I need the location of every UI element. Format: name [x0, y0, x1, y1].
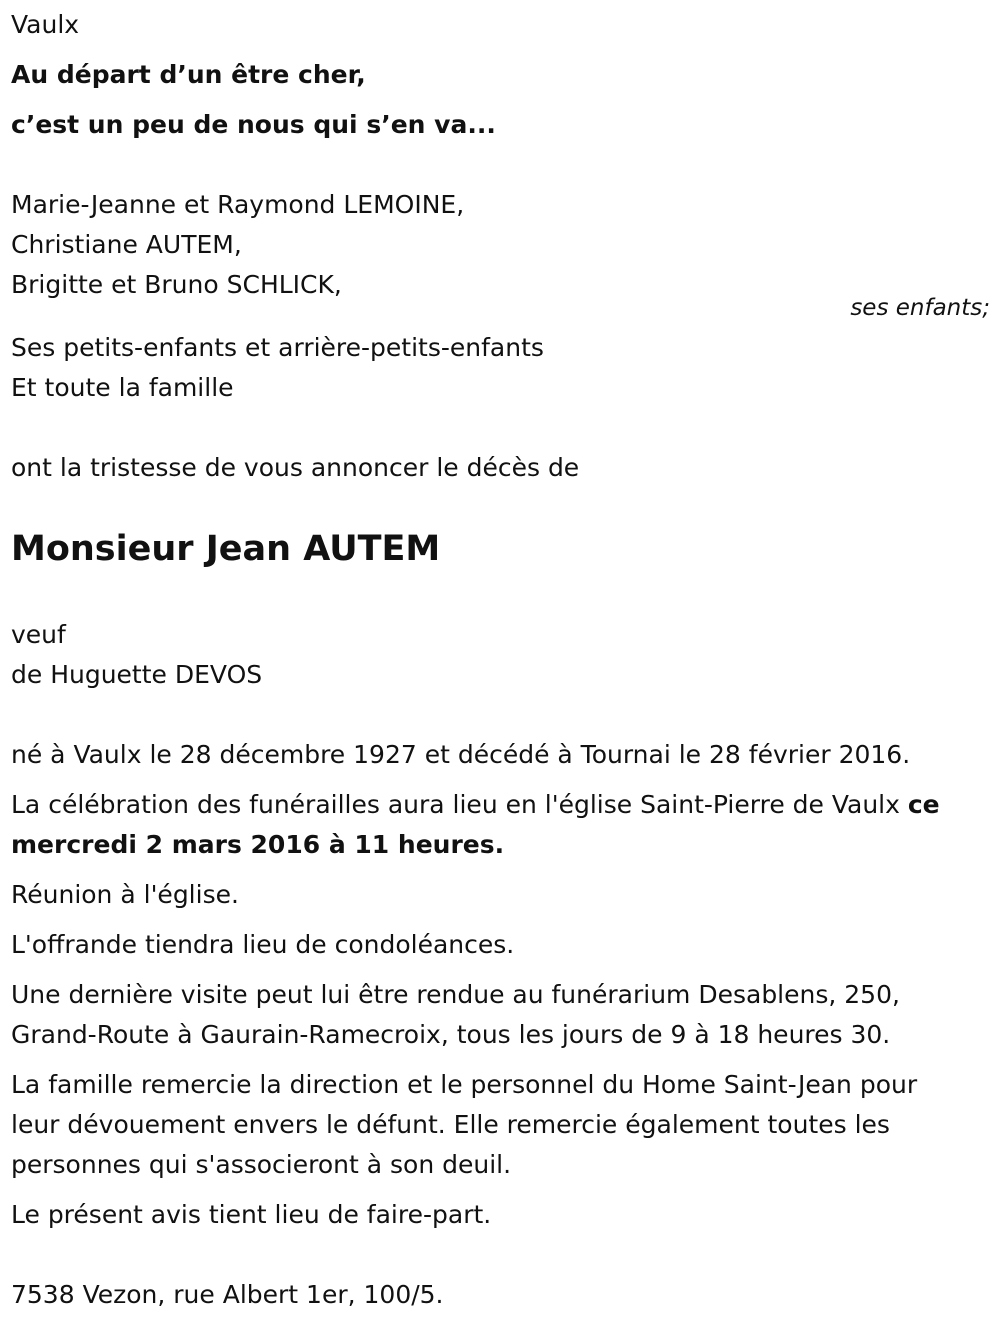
- family-member: Christiane AUTEM,: [11, 230, 242, 259]
- ceremony-text: [11, 785, 940, 825]
- visit-text-line-1: Une dernière visite peut lui être rendue au funérarium Desablens, 250,: [11, 980, 900, 1009]
- quote-line-2: c’est un peu de nous qui s’en va...: [11, 110, 496, 139]
- spouse-name: de Huguette DEVOS: [11, 660, 263, 689]
- thanks-text-line-3: personnes qui s'associeront à son deuil.: [11, 1150, 512, 1179]
- family-member: Marie-Jeanne et Raymond LEMOINE,: [11, 190, 465, 219]
- meeting-text: Réunion à l'église.: [11, 880, 239, 909]
- visit-text-line-2: Grand-Route à Gaurain-Ramecroix, tous les jours de 9 à 18 heures 30.: [11, 1020, 891, 1049]
- widower-label: veuf: [11, 620, 66, 649]
- announcement-text: ont la tristesse de vous annoncer le décès de: [11, 453, 580, 482]
- relatives-line: Ses petits-enfants et arrière-petits-enfants: [11, 333, 544, 362]
- thanks-text-line-1: La famille remercie la direction et le personnel du Home Saint-Jean pour: [11, 1070, 918, 1099]
- birth-death-text: né à Vaulx le 28 décembre 1927 et décédé à Tournai le 28 février 2016.: [11, 740, 911, 769]
- address-text: 7538 Vezon, rue Albert 1er, 100/5.: [11, 1280, 444, 1309]
- relatives-line: Et toute la famille: [11, 373, 234, 402]
- ceremony-date: mercredi 2 mars 2016 à 11 heures.: [11, 830, 505, 859]
- quote-line-1: Au départ d’un être cher,: [11, 60, 366, 89]
- thanks-text-line-2: leur dévouement envers le défunt. Elle remercie également toutes les: [11, 1110, 890, 1139]
- children-label: ses enfants;: [850, 295, 990, 321]
- offering-text: L'offrande tiendra lieu de condoléances.: [11, 930, 515, 959]
- deceased-name: Monsieur Jean AUTEM: [11, 529, 441, 569]
- family-member: Brigitte et Bruno SCHLICK,: [11, 270, 342, 299]
- location-label: Vaulx: [11, 10, 80, 39]
- ceremony-date-prefix: ce: [907, 790, 940, 819]
- closing-text: Le présent avis tient lieu de faire-part.: [11, 1200, 492, 1229]
- ceremony-place: La célébration des funérailles aura lieu en l'église Saint-Pierre de Vaulx: [11, 790, 900, 819]
